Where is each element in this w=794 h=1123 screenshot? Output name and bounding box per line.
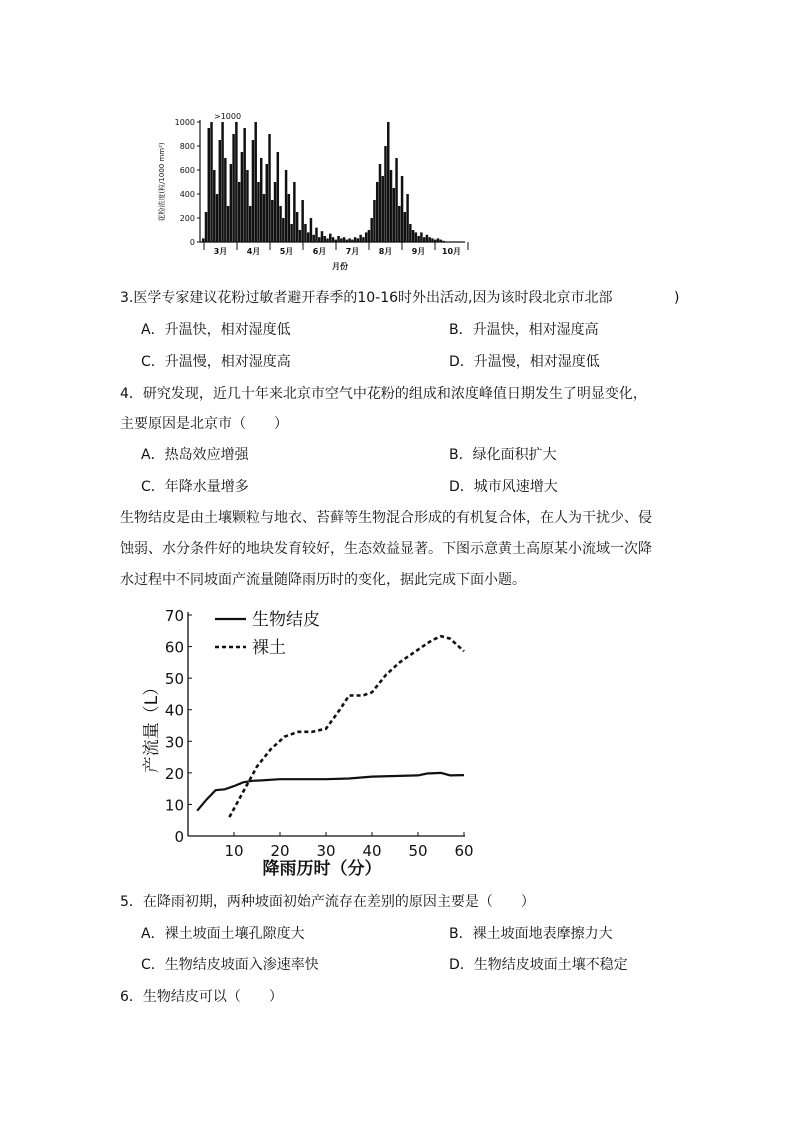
q3-paren: ) xyxy=(674,290,680,306)
pollen-bar xyxy=(271,200,273,242)
pollen-bar xyxy=(384,146,386,242)
runoff-x-tick-label: 50 xyxy=(408,842,428,860)
runoff-x-tick-label: 10 xyxy=(224,842,244,860)
pollen-bar xyxy=(417,236,419,242)
pollen-bar xyxy=(268,134,270,242)
pollen-bar xyxy=(387,122,389,242)
pollen-bars xyxy=(202,122,445,242)
pollen-bar xyxy=(249,206,251,242)
runoff-chart xyxy=(142,604,490,882)
pollen-month-labels xyxy=(204,242,468,256)
q4-option-d[interactable]: D．城市风速增大 xyxy=(449,479,558,495)
passage-line2: 蚀弱、水分条件好的地块发育较好，生态效益显著。下图示意黄土高原某小流域一次降 xyxy=(120,541,652,557)
pollen-bar xyxy=(279,206,281,242)
pollen-y-label: 花粉浓度(粒/1000 mm²) xyxy=(158,142,166,222)
pollen-month-label: 7月 xyxy=(345,247,360,256)
pollen-bar xyxy=(390,170,392,242)
pollen-bar xyxy=(221,122,223,242)
q4-option-b[interactable]: B．绿化面积扩大 xyxy=(449,447,557,463)
pollen-bar xyxy=(274,182,276,242)
pollen-bar xyxy=(428,237,430,242)
pollen-x-label: 月份 xyxy=(332,262,348,271)
pollen-y-tick-label: 200 xyxy=(179,214,195,223)
series-line-bare-soil xyxy=(229,636,464,817)
pollen-bar xyxy=(296,212,298,242)
pollen-bar xyxy=(208,128,210,242)
pollen-y-tick-label: 600 xyxy=(179,166,195,175)
pollen-month-label: 4月 xyxy=(246,247,261,256)
pollen-bar xyxy=(257,182,259,242)
pollen-bar xyxy=(254,122,256,242)
pollen-bar xyxy=(285,170,287,242)
runoff-y-tick-label: 10 xyxy=(164,796,184,815)
runoff-x-tick-label: 20 xyxy=(270,842,290,860)
pollen-bar xyxy=(315,228,317,242)
passage-line1: 生物结皮是由土壤颗粒与地衣、苔藓等生物混合形成的有机复合体，在人为干扰少、侵 xyxy=(120,510,652,526)
q4-option-a[interactable]: A．热岛效应增强 xyxy=(141,447,249,463)
pollen-bar xyxy=(230,164,232,242)
pollen-month-label: 3月 xyxy=(213,247,228,256)
pollen-month-label: 8月 xyxy=(378,247,393,256)
pollen-bar xyxy=(321,231,323,242)
pollen-month-label: 10月 xyxy=(441,247,462,256)
pollen-bar xyxy=(288,194,290,242)
pollen-bar xyxy=(246,170,248,242)
q3-stem xyxy=(120,288,613,308)
pollen-bar xyxy=(232,134,234,242)
pollen-bar xyxy=(290,224,292,242)
pollen-bar xyxy=(210,122,212,242)
pollen-y-tick-label: 0 xyxy=(189,238,195,247)
pollen-bar xyxy=(401,176,403,242)
pollen-bar xyxy=(219,140,221,242)
runoff-y-tick-label: 40 xyxy=(164,701,184,720)
pollen-bar xyxy=(216,194,218,242)
pollen-bar xyxy=(343,237,345,242)
pollen-bar xyxy=(415,232,417,242)
q5-option-b[interactable]: B．裸土坡面地表摩擦力大 xyxy=(449,926,613,942)
runoff-x-tick-label: 40 xyxy=(362,842,382,860)
pollen-bar xyxy=(409,224,411,242)
pollen-bar xyxy=(337,236,339,242)
pollen-month-label: 9月 xyxy=(411,247,426,256)
pollen-bar xyxy=(224,158,226,242)
pollen-bar xyxy=(277,152,279,242)
pollen-bar xyxy=(318,237,320,242)
pollen-bar xyxy=(238,182,240,242)
runoff-y-tick-label: 0 xyxy=(174,828,184,846)
q5-option-d[interactable]: D．生物结皮坡面土壤不稳定 xyxy=(449,957,628,973)
pollen-bar xyxy=(263,194,265,242)
pollen-bar xyxy=(324,236,326,242)
q5-option-c[interactable]: C．生物结皮坡面入渗速率快 xyxy=(141,957,319,973)
passage-line3: 水过程中不同坡面产流量随降雨历时的变化，据此完成下面小题。 xyxy=(120,572,526,588)
pollen-bar xyxy=(393,188,395,242)
pollen-bar xyxy=(370,218,372,242)
q3-option-a[interactable]: A．升温快，相对湿度低 xyxy=(141,322,291,338)
pollen-bar xyxy=(381,176,383,242)
pollen-bar xyxy=(423,237,425,242)
pollen-bar xyxy=(282,218,284,242)
pollen-bar xyxy=(395,158,397,242)
q3-option-c[interactable]: C．升温慢，相对湿度高 xyxy=(141,354,291,370)
pollen-bar xyxy=(426,235,428,242)
pollen-bar xyxy=(293,182,295,242)
runoff-y-tick-label: 20 xyxy=(164,764,184,783)
pollen-bar xyxy=(205,212,207,242)
pollen-bar xyxy=(312,235,314,242)
runoff-x-label: 降雨历时（分） xyxy=(262,859,382,879)
legend-bare-soil-label: 裸土 xyxy=(252,638,286,658)
pollen-bar xyxy=(235,122,237,242)
runoff-x-tick-label: 30 xyxy=(316,842,336,860)
pollen-bar xyxy=(362,237,364,242)
q3-option-d[interactable]: D．升温慢，相对湿度低 xyxy=(449,354,600,370)
pollen-y-tick-label: 800 xyxy=(179,142,195,151)
pollen-bar xyxy=(420,232,422,242)
legend-biocrust-label: 生物结皮 xyxy=(252,610,320,630)
pollen-bar xyxy=(329,234,331,242)
pollen-bar xyxy=(368,230,370,242)
q4-stem-line2: 主要原因是北京市（ ） xyxy=(120,416,288,432)
pollen-bar xyxy=(227,206,229,242)
runoff-y-label: 产流量（L） xyxy=(142,678,162,774)
pollen-month-label: 5月 xyxy=(279,247,294,256)
q5-option-a[interactable]: A．裸土坡面土壤孔隙度大 xyxy=(141,926,305,942)
runoff-y-tick-label: 50 xyxy=(164,670,184,689)
runoff-y-tick-label: 70 xyxy=(164,607,184,625)
pollen-bar xyxy=(252,140,254,242)
pollen-bar xyxy=(373,200,375,242)
pollen-bar xyxy=(266,164,268,242)
pollen-bar xyxy=(304,224,306,242)
pollen-bar xyxy=(301,200,303,242)
pollen-month-label: 6月 xyxy=(312,247,327,256)
pollen-bar xyxy=(376,182,378,242)
q3-option-b[interactable]: B．升温快，相对湿度高 xyxy=(449,322,599,338)
pollen-overflow-label: >1000 xyxy=(214,112,242,121)
pollen-bar xyxy=(404,212,406,242)
q4-stem-line1: 4．研究发现，近几十年来北京市空气中花粉的组成和浓度峰值日期发生了明显变化， xyxy=(120,386,647,402)
pollen-chart xyxy=(150,110,480,275)
pollen-y-tick-label: 1000 xyxy=(174,118,195,127)
q6-stem: 6．生物结皮可以（ ） xyxy=(120,989,283,1005)
pollen-bar xyxy=(379,164,381,242)
runoff-x-tick-label: 60 xyxy=(454,842,474,860)
pollen-y-tick-label: 400 xyxy=(179,190,195,199)
pollen-bar xyxy=(243,128,245,242)
pollen-bar xyxy=(310,218,312,242)
pollen-bar xyxy=(412,230,414,242)
q4-option-c[interactable]: C．年降水量增多 xyxy=(141,479,249,495)
pollen-bar xyxy=(354,237,356,242)
pollen-bar xyxy=(398,206,400,242)
pollen-bar xyxy=(332,237,334,242)
runoff-y-tick-label: 30 xyxy=(164,733,184,752)
pollen-bar xyxy=(406,194,408,242)
pollen-y-ticks xyxy=(175,118,200,247)
pollen-bar xyxy=(307,232,309,242)
pollen-bar xyxy=(359,235,361,242)
runoff-y-tick-label: 60 xyxy=(164,638,184,657)
q3-stem-text: 3.医学专家建议花粉过敏者避开春季的10-16时外出活动,因为该时段北京市北部 xyxy=(120,290,613,306)
pollen-bar xyxy=(241,152,243,242)
pollen-bar xyxy=(213,170,215,242)
pollen-bar xyxy=(299,230,301,242)
q5-stem: 5．在降雨初期，两种坡面初始产流存在差别的原因主要是（ ） xyxy=(120,894,535,910)
pollen-bar xyxy=(260,158,262,242)
pollen-bar xyxy=(365,232,367,242)
